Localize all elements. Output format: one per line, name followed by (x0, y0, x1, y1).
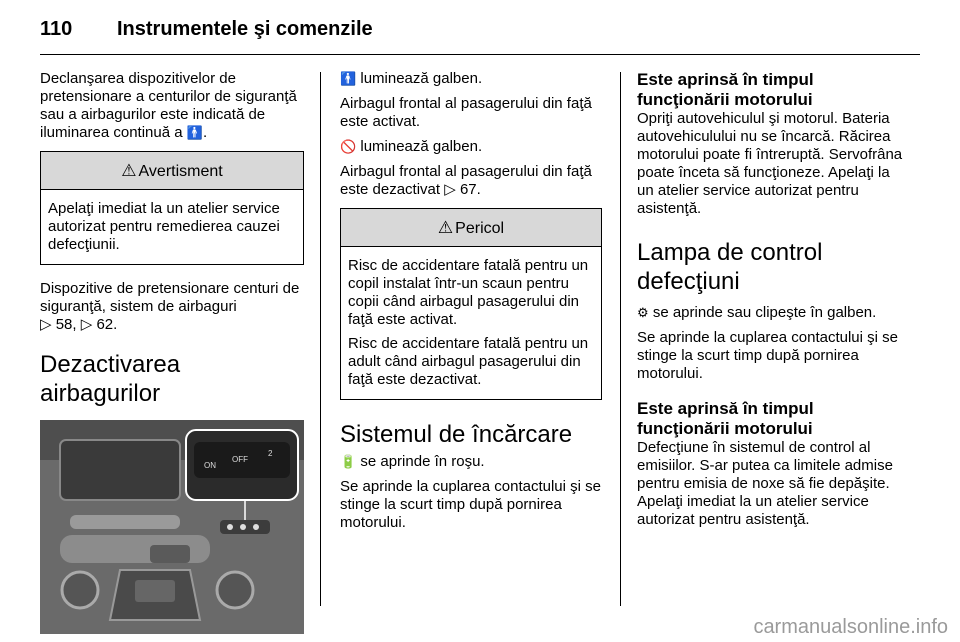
airbag-warning-icon: 🚹 (186, 125, 203, 140)
danger-title: ⚠ Pericol (341, 209, 601, 247)
warning-title: ⚠ Avertisment (41, 152, 303, 190)
column-divider (620, 72, 621, 606)
engine-check-icon: ⚙ (637, 305, 649, 320)
warning-box (40, 151, 304, 265)
emissions-description: Defecţiune în sistemul de control al emisiilor. S-ar putea ca limitele admise pentru emisia de noxe să fie depăşite. Apelaţi imediat la un atelier service autorizat pentru asistenţă. (637, 439, 893, 528)
page-header (40, 14, 920, 55)
column-1 (40, 70, 304, 634)
section-heading: Dezactivarea airbagurilor (40, 351, 181, 407)
photo-label-on: ON (204, 461, 216, 470)
battery-line: 🔋 se aprinde în roşu. (340, 453, 485, 470)
subheading: Este aprinsă în timpul funcţionării motorului (637, 70, 814, 109)
airbag-off-icon: 🚫 (340, 139, 357, 154)
reference-paragraph: Dispozitive de pretensionare centuri de siguranţă, sistem de airbaguri ▷ 58, ▷ 62. (40, 280, 300, 333)
charging-description: Opriţi autovehiculul şi motorul. Bateria autovehiculului nu se încarcă. Răcirea motorului poate fi întreruptă. Servofrâna poate înceta să funcţioneze. Apelaţi la un atelier service autorizat pentru asistenţă. (637, 110, 903, 217)
airbag-on-line: 🚹 luminează galben. (340, 70, 483, 87)
battery-description: Se aprinde la cuplarea contactului şi se stinge la scurt timp după pornirea motorului. (340, 478, 601, 531)
intro-paragraph: Declanşarea dispozitivelor de pretensionare a centurilor de siguranţă sau a airbagurilor este indicată de iluminarea continuă a 🚹. (40, 70, 297, 141)
page-title: Instrumentele şi comenzile (117, 18, 373, 40)
airbag-off-line: 🚫 luminează galben. (340, 138, 483, 155)
section-heading: Lampa de control defecţiuni (637, 239, 823, 295)
subheading: Este aprinsă în timpul funcţionării motorului (637, 399, 814, 438)
airbag-on-description: Airbagul frontal al pasagerului din faţă este activat. (340, 95, 592, 130)
malfunction-line: ⚙ se aprinde sau clipeşte în galben. (637, 304, 877, 321)
page-ref-icon: ▷ (40, 316, 52, 333)
photo-label-two: 2 (268, 449, 273, 458)
section-heading: Sistemul de încărcare (340, 421, 573, 448)
page-number: 110 (40, 18, 73, 40)
warning-body: Apelaţi imediat la un atelier service autorizat pentru remedierea cauzei defecţiunii. (48, 200, 280, 253)
column-3 (637, 70, 907, 536)
battery-icon: 🔋 (340, 454, 357, 469)
warning-triangle-icon: ⚠ (121, 161, 137, 180)
column-divider (320, 72, 321, 606)
malfunction-description: Se aprinde la cuplarea contactului şi se stinge la scurt timp după pornirea motorului. (637, 329, 898, 382)
watermark: carmanualsonline.info (753, 616, 948, 638)
column-2 (340, 70, 602, 539)
airbag-off-description: Airbagul frontal al pasagerului din faţă este dezactivat ▷ 67. (340, 163, 592, 198)
danger-body-2: Risc de accidentare fatală pentru un adult când airbagul pasagerului din faţă este dezactivat. (348, 335, 589, 388)
page-ref-icon: ▷ (444, 181, 456, 198)
page-ref-icon: ▷ (80, 316, 93, 333)
dashboard-photo (40, 420, 304, 634)
photo-label-off: OFF (232, 455, 248, 464)
danger-box (340, 208, 602, 400)
warning-triangle-icon: ⚠ (437, 218, 454, 237)
danger-body-1: Risc de accidentare fatală pentru un copil instalat într-un scaun pentru copii când airbagul pasagerului din faţă este activat. (348, 257, 589, 328)
airbag-on-icon: 🚹 (340, 71, 357, 86)
